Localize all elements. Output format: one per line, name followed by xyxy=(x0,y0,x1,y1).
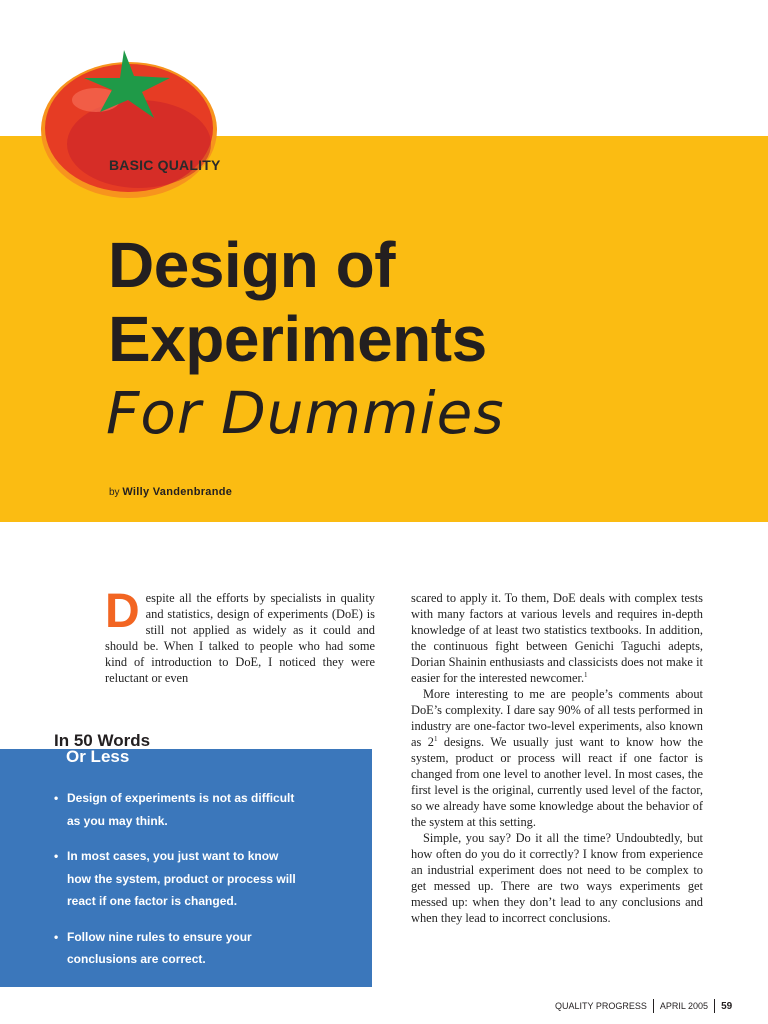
article-subtitle: For Dummies xyxy=(106,379,505,447)
list-item: • In most cases, you just want to know how the system, product or process will react if one factor is changed. xyxy=(54,845,304,913)
drop-cap: D xyxy=(105,585,140,638)
superscript: 1 xyxy=(433,734,438,743)
by-label: by xyxy=(109,487,120,498)
paragraph xyxy=(411,830,703,926)
paragraph-text: More interesting to me are people’s comments about DoE’s complexity. I dare say 90% of all tests performed in industry are one-factor two-level experiments, also known as 2 xyxy=(411,687,703,749)
page-number: 59 xyxy=(721,1000,733,1012)
author-name: Willy Vandenbrande xyxy=(122,486,233,498)
title-line-1: Design of xyxy=(108,229,396,301)
sidebar-heading: In 50 Words xyxy=(54,731,151,750)
footnote-ref: 1 xyxy=(584,670,588,679)
summary-sidebar xyxy=(0,749,372,987)
summary-list xyxy=(54,787,304,984)
title-line-2: Experiments xyxy=(108,303,487,375)
list-item: • Design of experiments is not as difficult as you may think. xyxy=(54,787,304,832)
byline xyxy=(109,486,232,498)
paragraph-text: designs. We usually just want to know how the system, product or process will react if one factor is changed from one level to another level. In most cases, the first level is the original, currently used level of the factor, so we already have some knowledge about the behavior of the system at this setting. xyxy=(411,735,703,829)
left-column-text: espite all the efforts by specialists in quality and statistics, design of experiments (DoE) is still not applied as widely as it could and should be. When I talked to people who had some kind of introduction to DoE, I noticed they were reluctant or even xyxy=(105,591,375,685)
publication-name: QUALITY PROGRESS xyxy=(555,1001,647,1011)
article-title xyxy=(108,228,487,376)
paragraph xyxy=(411,590,703,686)
issue-date: APRIL 2005 xyxy=(659,1001,709,1011)
divider xyxy=(653,999,654,1013)
paragraph-text: Simple, you say? Do it all the time? Undoubtedly, but how often do you do it correctly? I know from experience an industrial experiment does not need to be complex to get messed up. There are two ways experiments get messed up: when they don’t lead to any conclusions and when they lead to incorrect conclusions. xyxy=(411,831,703,925)
section-label: BASIC QUALITY xyxy=(109,157,221,173)
paragraph xyxy=(411,686,703,830)
divider xyxy=(714,999,715,1013)
right-column xyxy=(411,590,703,926)
paragraph-text: scared to apply it. To them, DoE deals with complex tests with many factors at various levels and requires in-depth knowledge of at least two statistics textbooks. In addition, the continuous fight between Genichi Taguchi adepts, Dorian Shainin enthusiasts and classicists does not make it easier for the interested newcomer. xyxy=(411,591,703,685)
tomato-icon xyxy=(36,48,222,200)
page-footer xyxy=(555,999,732,1013)
left-column xyxy=(105,585,375,686)
list-item: • Follow nine rules to ensure your conclusions are correct. xyxy=(54,926,304,971)
sidebar-heading-line-2: Or Less xyxy=(66,747,130,766)
